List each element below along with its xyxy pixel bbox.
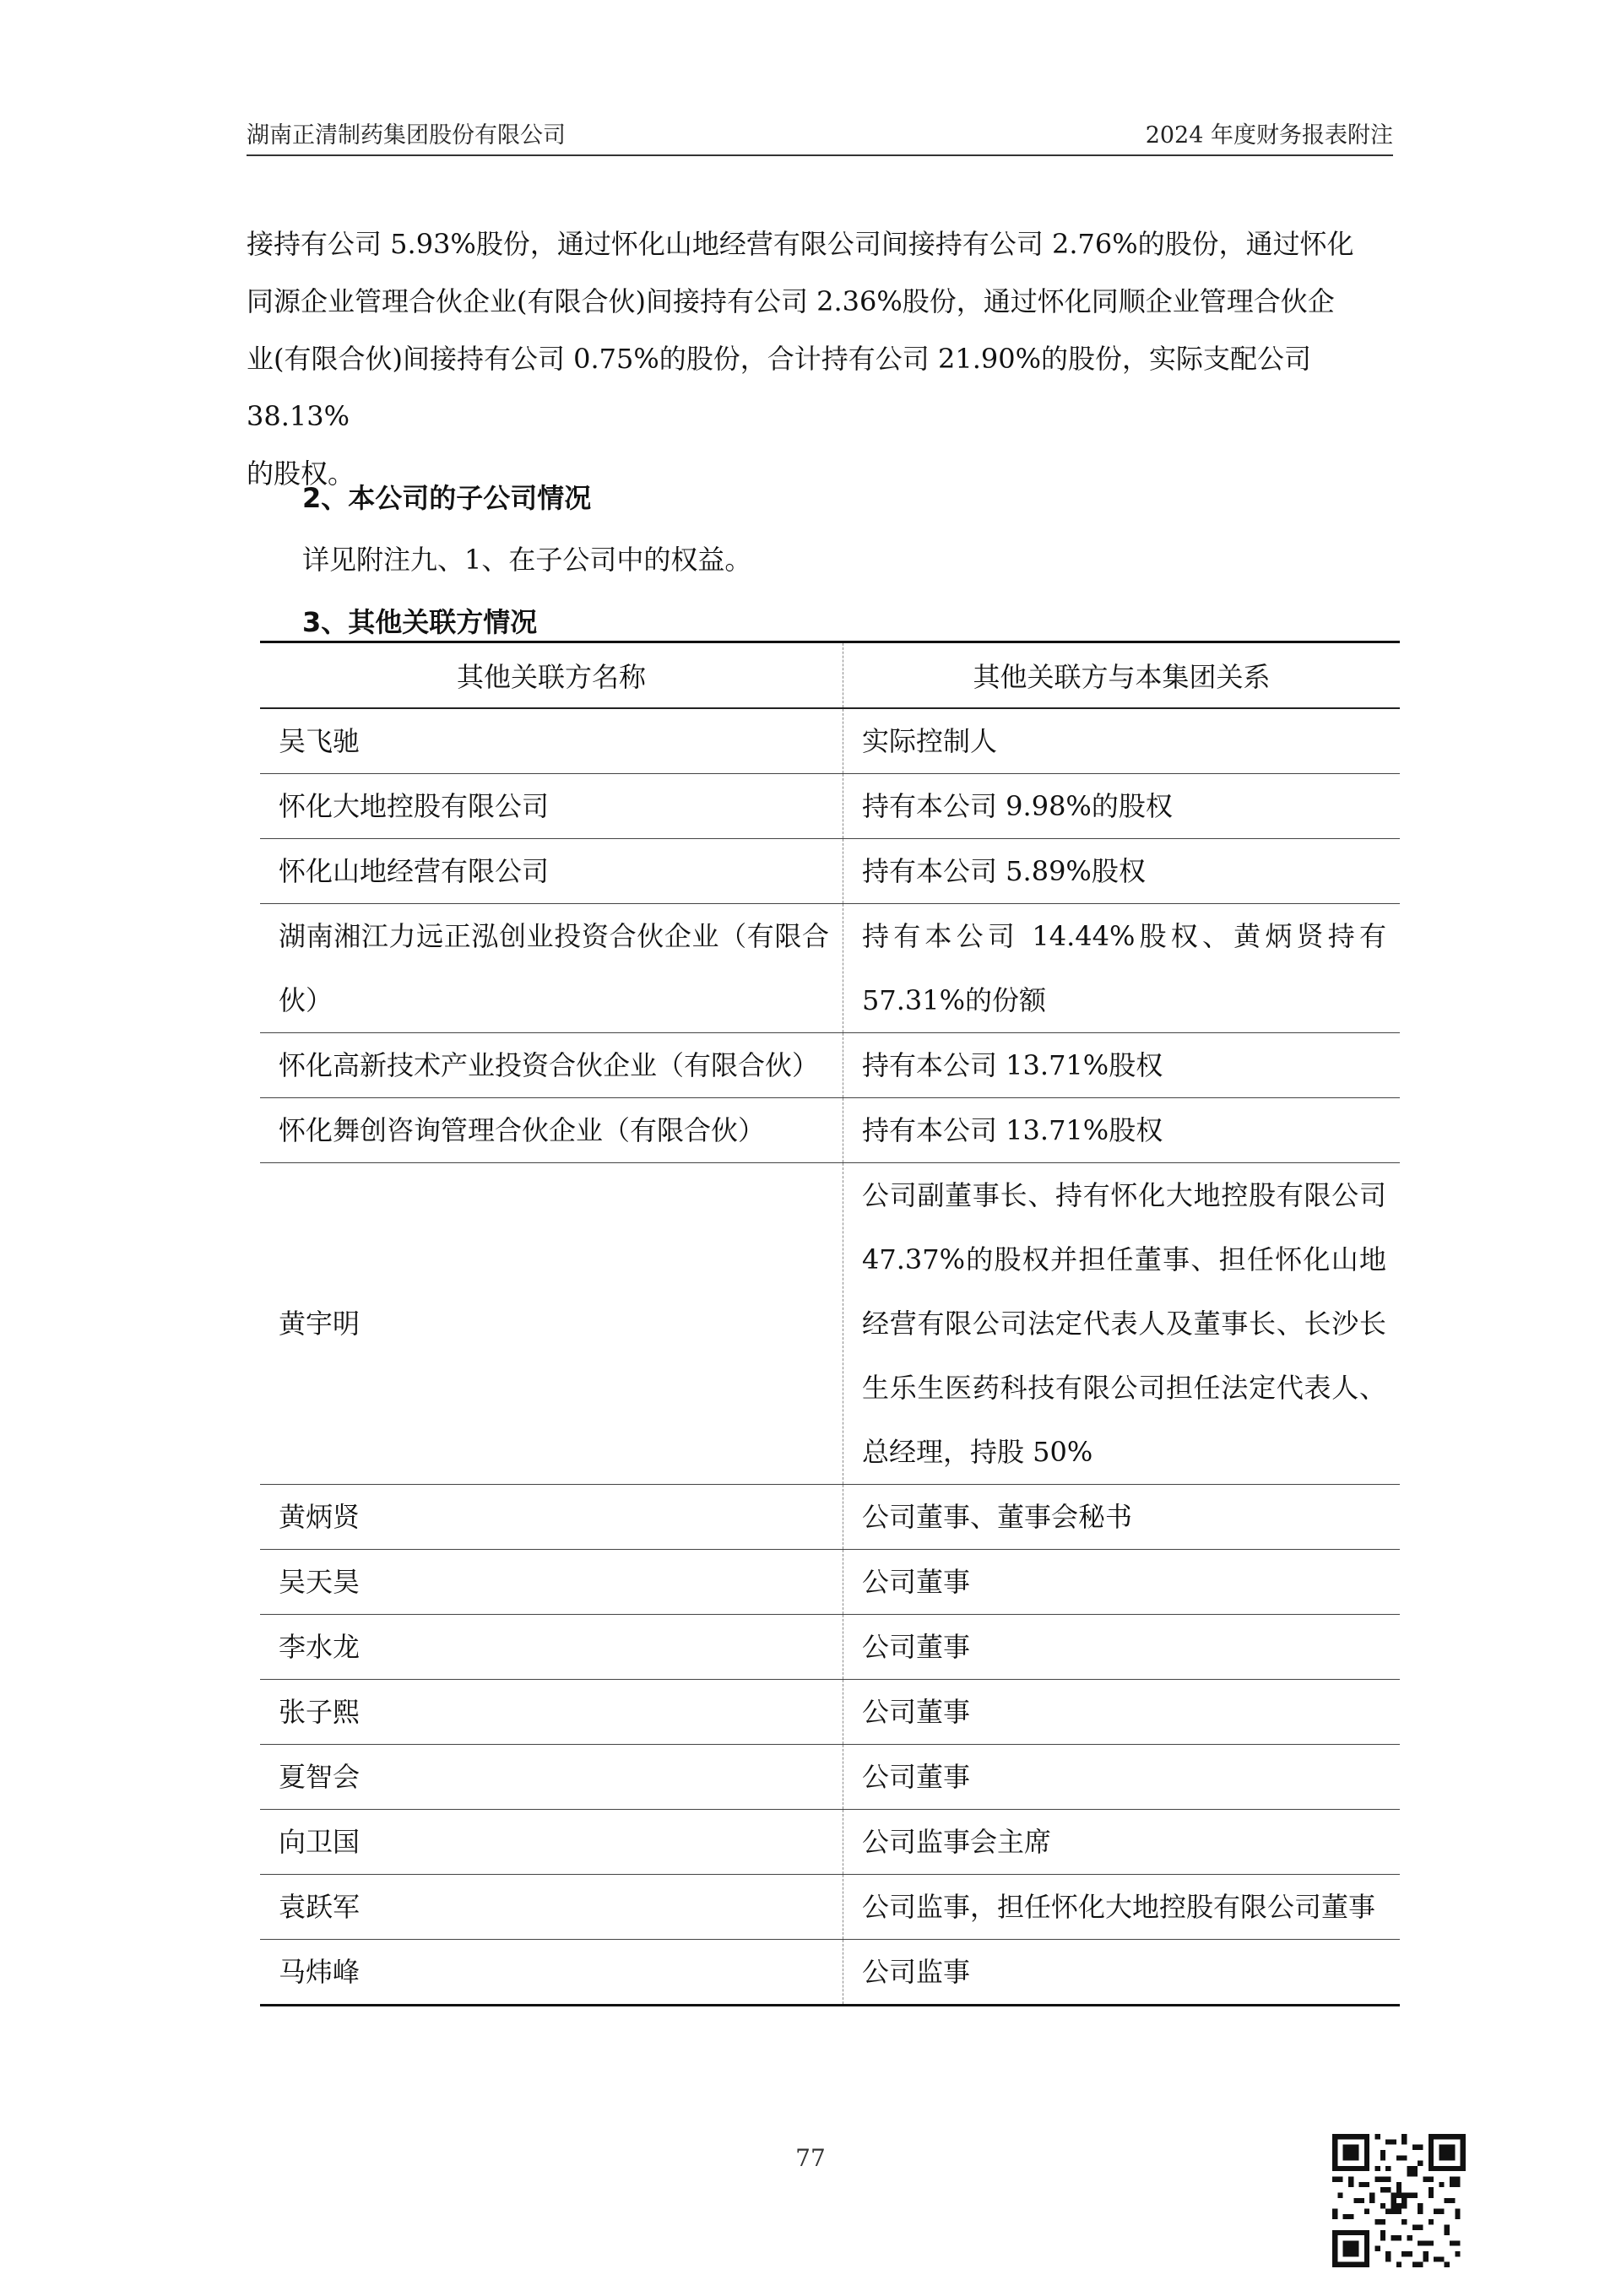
page-header bbox=[247, 116, 1393, 155]
qr-code-icon bbox=[1332, 2134, 1466, 2267]
column-header-name: 其他关联方名称 bbox=[260, 642, 843, 709]
party-name: 湖南湘江力远正泓创业投资合伙企业（有限合伙） bbox=[260, 904, 843, 1033]
page-number: 77 bbox=[795, 2144, 826, 2172]
table-row bbox=[260, 839, 1400, 904]
party-relation: 持有本公司 14.44%股权、黄炳贤持有57.31%的份额 bbox=[843, 904, 1401, 1033]
party-name: 怀化山地经营有限公司 bbox=[260, 839, 843, 904]
intro-line: 接持有公司 5.93%股份，通过怀化山地经营有限公司间接持有公司 2.76%的股份，通过怀化 bbox=[247, 228, 1354, 260]
party-name: 黄炳贤 bbox=[260, 1485, 843, 1550]
party-relation: 公司董事 bbox=[843, 1615, 1401, 1680]
section-2-heading: 2、本公司的子公司情况 bbox=[302, 482, 592, 514]
intro-line: 同源企业管理合伙企业(有限合伙)间接持有公司 2.36%股份，通过怀化同顺企业管理合伙企 bbox=[247, 285, 1335, 317]
table-header-row bbox=[260, 642, 1400, 709]
table-row bbox=[260, 1485, 1400, 1550]
party-name: 吴飞驰 bbox=[260, 708, 843, 774]
party-relation: 公司副董事长、持有怀化大地控股有限公司 47.37%的股权并担任董事、担任怀化山地经营有限公司法定代表人及董事长、长沙长生乐生医药科技有限公司担任法定代表人、总经理，持股 50% bbox=[843, 1163, 1401, 1485]
table-row bbox=[260, 904, 1400, 1033]
party-relation: 公司董事 bbox=[843, 1745, 1401, 1810]
section-2-note: 详见附注九、1、在子公司中的权益。 bbox=[302, 544, 752, 576]
table-row bbox=[260, 1745, 1400, 1810]
party-relation: 公司董事 bbox=[843, 1550, 1401, 1615]
intro-line: 的股权。 bbox=[247, 458, 355, 490]
table-row bbox=[260, 1033, 1400, 1098]
table-row bbox=[260, 1810, 1400, 1875]
party-name: 黄宇明 bbox=[260, 1163, 843, 1485]
party-relation: 实际控制人 bbox=[843, 708, 1401, 774]
party-name: 怀化高新技术产业投资合伙企业（有限合伙） bbox=[260, 1033, 843, 1098]
table-row bbox=[260, 1615, 1400, 1680]
party-relation: 持有本公司 9.98%的股权 bbox=[843, 774, 1401, 839]
table-row bbox=[260, 1680, 1400, 1745]
party-name: 马炜峰 bbox=[260, 1940, 843, 2006]
table-row bbox=[260, 1098, 1400, 1163]
party-name: 吴天昊 bbox=[260, 1550, 843, 1615]
table-row bbox=[260, 708, 1400, 774]
party-relation: 公司监事 bbox=[843, 1940, 1401, 2006]
table-row bbox=[260, 774, 1400, 839]
header-company: 湖南正清制药集团股份有限公司 bbox=[247, 122, 566, 149]
related-parties-table bbox=[260, 641, 1400, 2006]
section-3-heading: 3、其他关联方情况 bbox=[302, 606, 538, 638]
header-divider bbox=[247, 154, 1393, 156]
header-report-title: 2024 年度财务报表附注 bbox=[1145, 122, 1393, 149]
intro-line: 业(有限合伙)间接持有公司 0.75%的股份，合计持有公司 21.90%的股份，实际支配公司 38.13% bbox=[247, 343, 1311, 432]
party-relation: 公司监事，担任怀化大地控股有限公司董事 bbox=[843, 1875, 1401, 1940]
party-name: 张子熙 bbox=[260, 1680, 843, 1745]
intro-paragraph bbox=[247, 215, 1412, 502]
party-name: 夏智会 bbox=[260, 1745, 843, 1810]
party-relation: 公司监事会主席 bbox=[843, 1810, 1401, 1875]
party-name: 怀化舞创咨询管理合伙企业（有限合伙） bbox=[260, 1098, 843, 1163]
table-row bbox=[260, 1163, 1400, 1485]
party-relation: 持有本公司 5.89%股权 bbox=[843, 839, 1401, 904]
party-relation: 公司董事、董事会秘书 bbox=[843, 1485, 1401, 1550]
party-relation: 持有本公司 13.71%股权 bbox=[843, 1098, 1401, 1163]
party-name: 李水龙 bbox=[260, 1615, 843, 1680]
party-name: 向卫国 bbox=[260, 1810, 843, 1875]
table-row bbox=[260, 1550, 1400, 1615]
table-row bbox=[260, 1940, 1400, 2006]
table-row bbox=[260, 1875, 1400, 1940]
party-relation: 公司董事 bbox=[843, 1680, 1401, 1745]
party-name: 袁跃军 bbox=[260, 1875, 843, 1940]
column-header-relation: 其他关联方与本集团关系 bbox=[843, 642, 1401, 709]
party-name: 怀化大地控股有限公司 bbox=[260, 774, 843, 839]
party-relation: 持有本公司 13.71%股权 bbox=[843, 1033, 1401, 1098]
